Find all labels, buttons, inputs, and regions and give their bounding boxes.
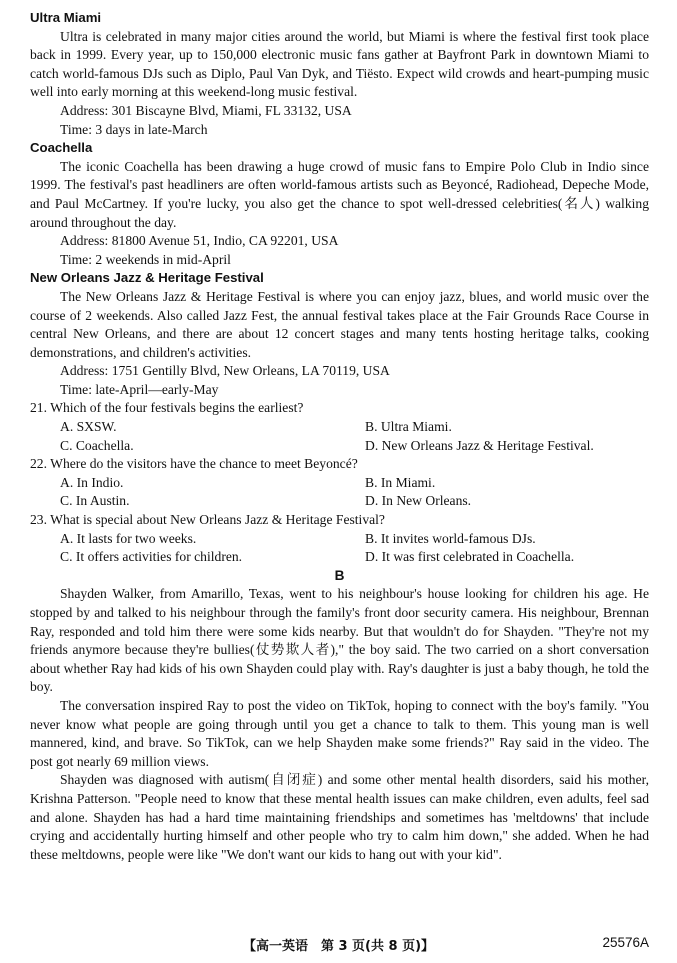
- festival-description: Ultra is celebrated in many major cities around the world, but Miami is where the festival first took place back in 1999. Every year, up to 150,000 electronic music fans gather at Bayfront Park in downtown Miami to catch world-famous DJs such as Diplo, Paul Van Dyk, and Tiësto. Expect wild crowds and heart-pumping music well into early morning at this weekend-long music festival.: [30, 28, 649, 100]
- passage-paragraph: Shayden Walker, from Amarillo, Texas, went to his neighbour's house looking for children his age. He stopped by and talked to his neighbour through the family's front door security camera. His neighbour, Brennan Ray, responded and told him there were some kids nearby. But that wouldn't do for Shayden. "They're not my friends anymore because they're bullies(仗势欺人者)," the boy said. The two carried on a short conversation about whether Ray had kids of his own Shayden could play with. Ray's daughter is just a baby though, he told the boy.: [30, 586, 649, 695]
- festival-title: Ultra Miami: [30, 10, 102, 25]
- festival-time: Time: late-April—early-May: [60, 381, 219, 397]
- page-content: [30, 9, 649, 864]
- option-c: C. Coachella.: [60, 437, 134, 453]
- question-stem: 22. Where do the visitors have the chance to meet Beyoncé?: [30, 456, 358, 472]
- festival-address: Address: 81800 Avenue 51, Indio, CA 92201, USA: [60, 233, 339, 249]
- answer-options: [30, 474, 649, 511]
- option-c: C. It offers activities for children.: [60, 549, 243, 565]
- festival-description: The iconic Coachella has been drawing a huge crowd of music fans to Empire Polo Club in Indio since 1999. The festival's past headliners are often world-famous artists such as Beyoncé, Radiohead, Depeche Mode, and Paul McCartney. If you're lucky, you also get the chance to spot well-dressed celebrities(名人) walking around throughout the day.: [30, 158, 649, 230]
- option-b: B. In Miami.: [365, 474, 436, 490]
- option-d: D. New Orleans Jazz & Heritage Festival.: [365, 437, 594, 453]
- exam-code: 25576A: [602, 935, 649, 950]
- question-stem: 21. Which of the four festivals begins the earliest?: [30, 400, 304, 416]
- option-c: C. In Austin.: [60, 493, 130, 509]
- option-b: B. It invites world-famous DJs.: [365, 530, 536, 546]
- passage-paragraph: The conversation inspired Ray to post the video on TikTok, hoping to connect with the boy's family. "You never know what people are going through until you get a chance to talk to them. This young man is well mannered, kind, and brave. So TikTok, can we help Shayden make some friends?" Ray said in the video. The post got nearly 69 million views.: [30, 697, 649, 769]
- option-d: D. In New Orleans.: [365, 493, 472, 509]
- answer-options: [30, 418, 649, 455]
- passage-paragraph: Shayden was diagnosed with autism(自闭症) and some other mental health disorders, said his mother, Krishna Patterson. "People need to know that these mental health issues can make children, even adults, feel sad and alone. Shayden has had a hard time maintaining friendships and sometimes has 'meltdowns' that include crying and accidentally hurting himself and other people who try to calm him down," she added. When he had these meltdowns, people were like "We don't want our kids to hang out with your kid".: [30, 772, 649, 862]
- page-number-label: 【高一英语 第 3 页(共 8 页)】: [242, 939, 435, 954]
- festival-address: Address: 1751 Gentilly Blvd, New Orleans, LA 70119, USA: [60, 363, 390, 379]
- festival-title: Coachella: [30, 140, 93, 156]
- option-b: B. Ultra Miami.: [365, 419, 452, 435]
- question-stem: 23. What is special about New Orleans Jazz & Heritage Festival?: [30, 512, 385, 528]
- festival-title: New Orleans Jazz & Heritage Festival: [30, 270, 264, 286]
- section-label: B: [334, 567, 345, 583]
- option-a: A. SXSW.: [60, 419, 117, 435]
- festival-description: The New Orleans Jazz & Heritage Festival is where you can enjoy jazz, blues, and world music over the course of 2 weekends. Also called Jazz Fest, the annual festival takes place at the Fair Grounds Race Course in central New Orleans, and there are about 12 concert stages and many tents hosting heritage talks, cooking demonstrations, and children's activities.: [30, 288, 649, 360]
- festival-time: Time: 3 days in late-March: [60, 121, 208, 137]
- festival-address: Address: 301 Biscayne Blvd, Miami, FL 33132, USA: [60, 102, 352, 118]
- answer-options: [30, 530, 649, 567]
- festival-time: Time: 2 weekends in mid-April: [60, 251, 231, 267]
- option-a: A. In Indio.: [60, 474, 124, 490]
- option-d: D. It was first celebrated in Coachella.: [365, 549, 575, 565]
- option-a: A. It lasts for two weeks.: [60, 530, 197, 546]
- page-footer: [0, 935, 677, 955]
